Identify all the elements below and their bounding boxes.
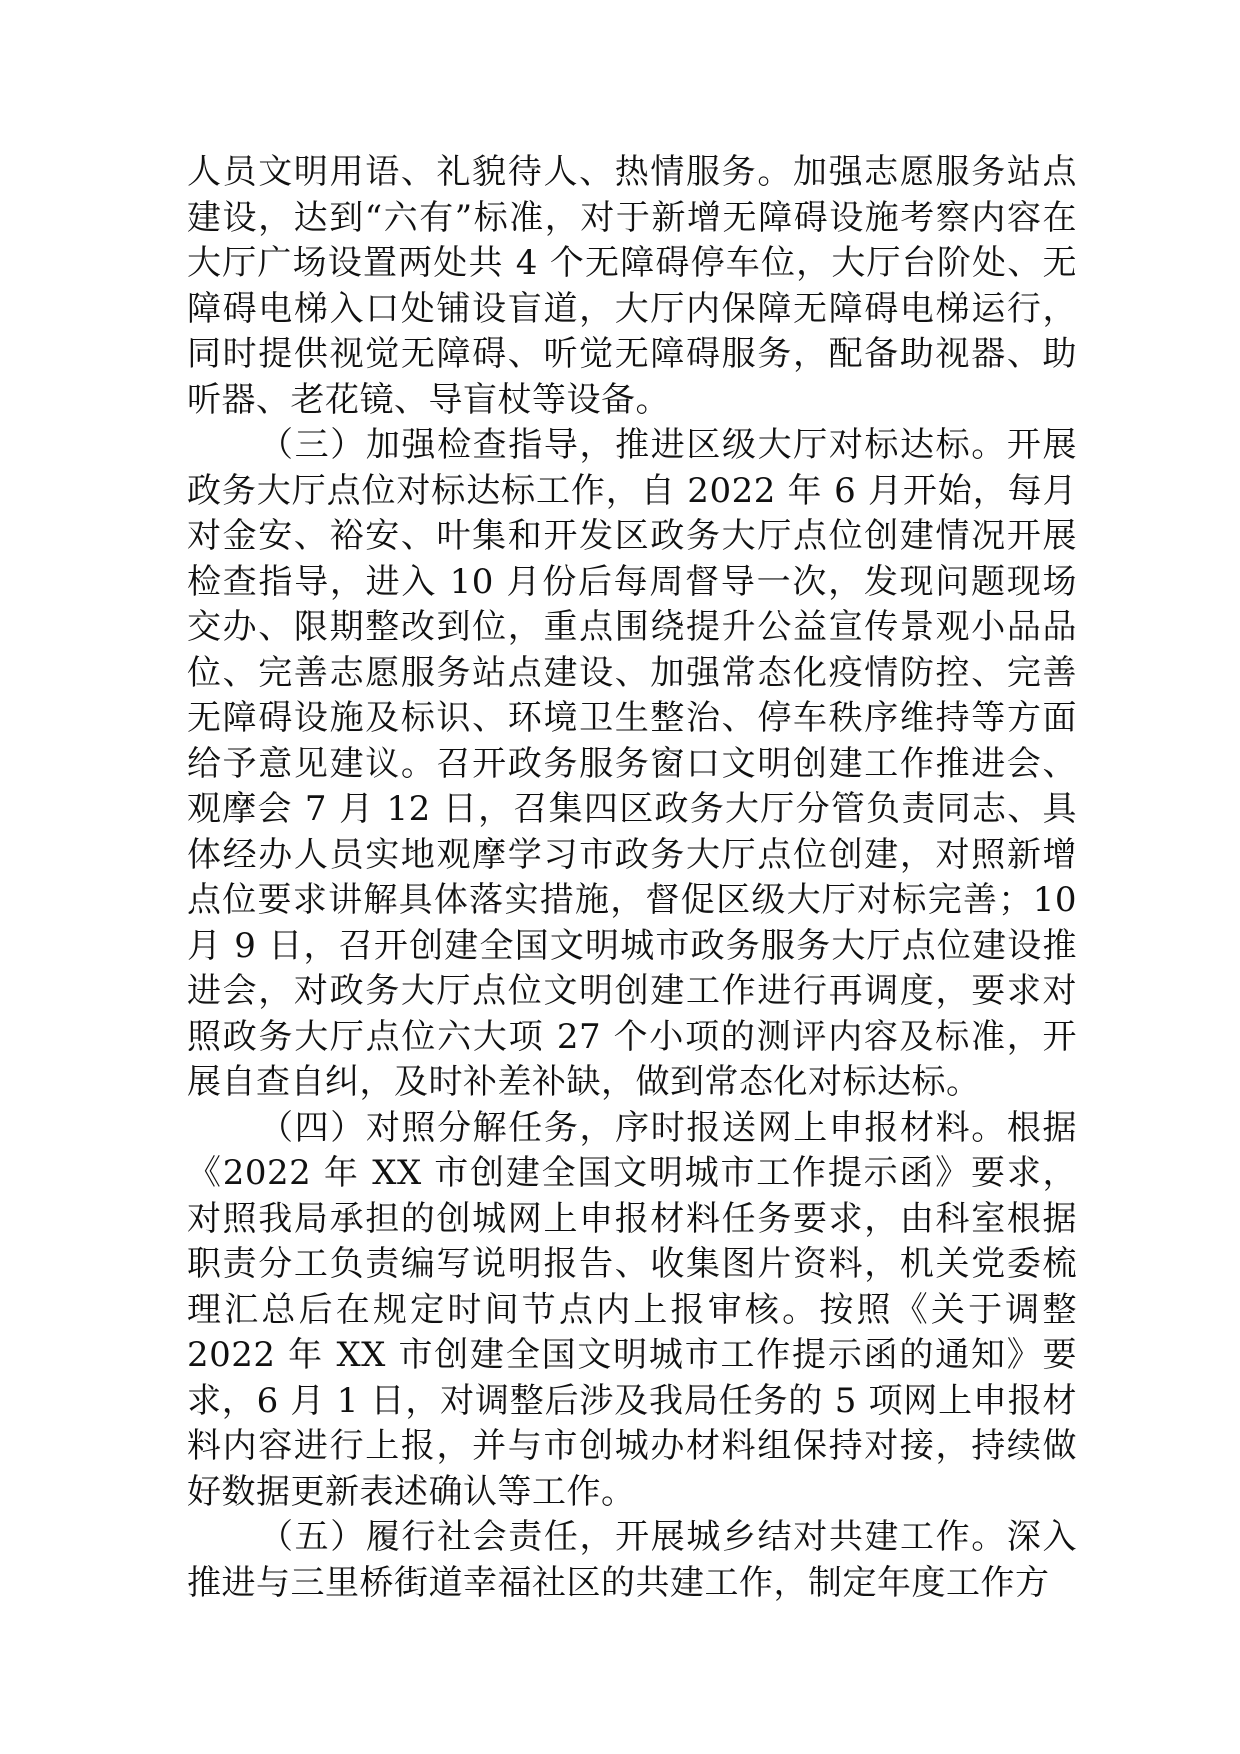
paragraph-section-3-inspection-guidance: （三）加强检查指导，推进区级大厅对标达标。开展政务大厅点位对标达标工作，自 2022 年 6 月开始，每月对金安、裕安、叶集和开发区政务大厅点位创建情况开展检查指导，进入 10 月份后每周督导一次，发现问题现场交办、限期整改到位，重点围绕提升公益宣传景观小品品位、完善志愿服务站点建设、加强常态化疫情防控、完善无障碍设施及标识、环境卫生整治、停车秩序维持等方面给予意见建议。召开政务服务窗口文明创建工作推进会、观摩会 7 月 12 日，召集四区政务大厅分管负责同志、具体经办人员实地观摩学习市政务大厅点位创建，对照新增点位要求讲解具体落实措施，督促区级大厅对标完善；10 月 9 日，召开创建全国文明城市政务服务大厅点位建设推进会，对政务大厅点位文明创建工作进行再调度，要求对照政务大厅点位六大项 27 个小项的测评内容及标准，开展自查自纠，及时补差补缺，做到常态化对标达标。 xyxy=(187,425,1077,1102)
paragraph-section-5-social-responsibility: （五）履行社会责任，开展城乡结对共建工作。深入推进与三里桥街道幸福社区的共建工作，制定年度工作方 xyxy=(187,1517,1077,1603)
paragraph-accessibility-facilities: 人员文明用语、礼貌待人、热情服务。加强志愿服务站点建设，达到“六有”标准，对于新增无障碍设施考察内容在大厅广场设置两处共 4 个无障碍停车位，大厅台阶处、无障碍电梯入口处铺设盲道，大厅内保障无障碍电梯运行，同时提供视觉无障碍、听觉无障碍服务，配备助视器、助听器、老花镜、导盲杖等设备。 xyxy=(187,152,1077,420)
paragraph-section-4-online-materials: （四）对照分解任务，序时报送网上申报材料。根据《2022 年 XX 市创建全国文明城市工作提示函》要求，对照我局承担的创城网上申报材料任务要求，由科室根据职责分工负责编写说明报告、收集图片资料，机关党委梳理汇总后在规定时间节点内上报审核。按照《关于调整 2022 年 XX 市创建全国文明城市工作提示函的通知》要求，6 月 1 日，对调整后涉及我局任务的 5 项网上申报材料内容进行上报，并与市创城办材料组保持对接，持续做好数据更新表述确认等工作。 xyxy=(187,1107,1077,1512)
document-body xyxy=(187,150,1077,1606)
